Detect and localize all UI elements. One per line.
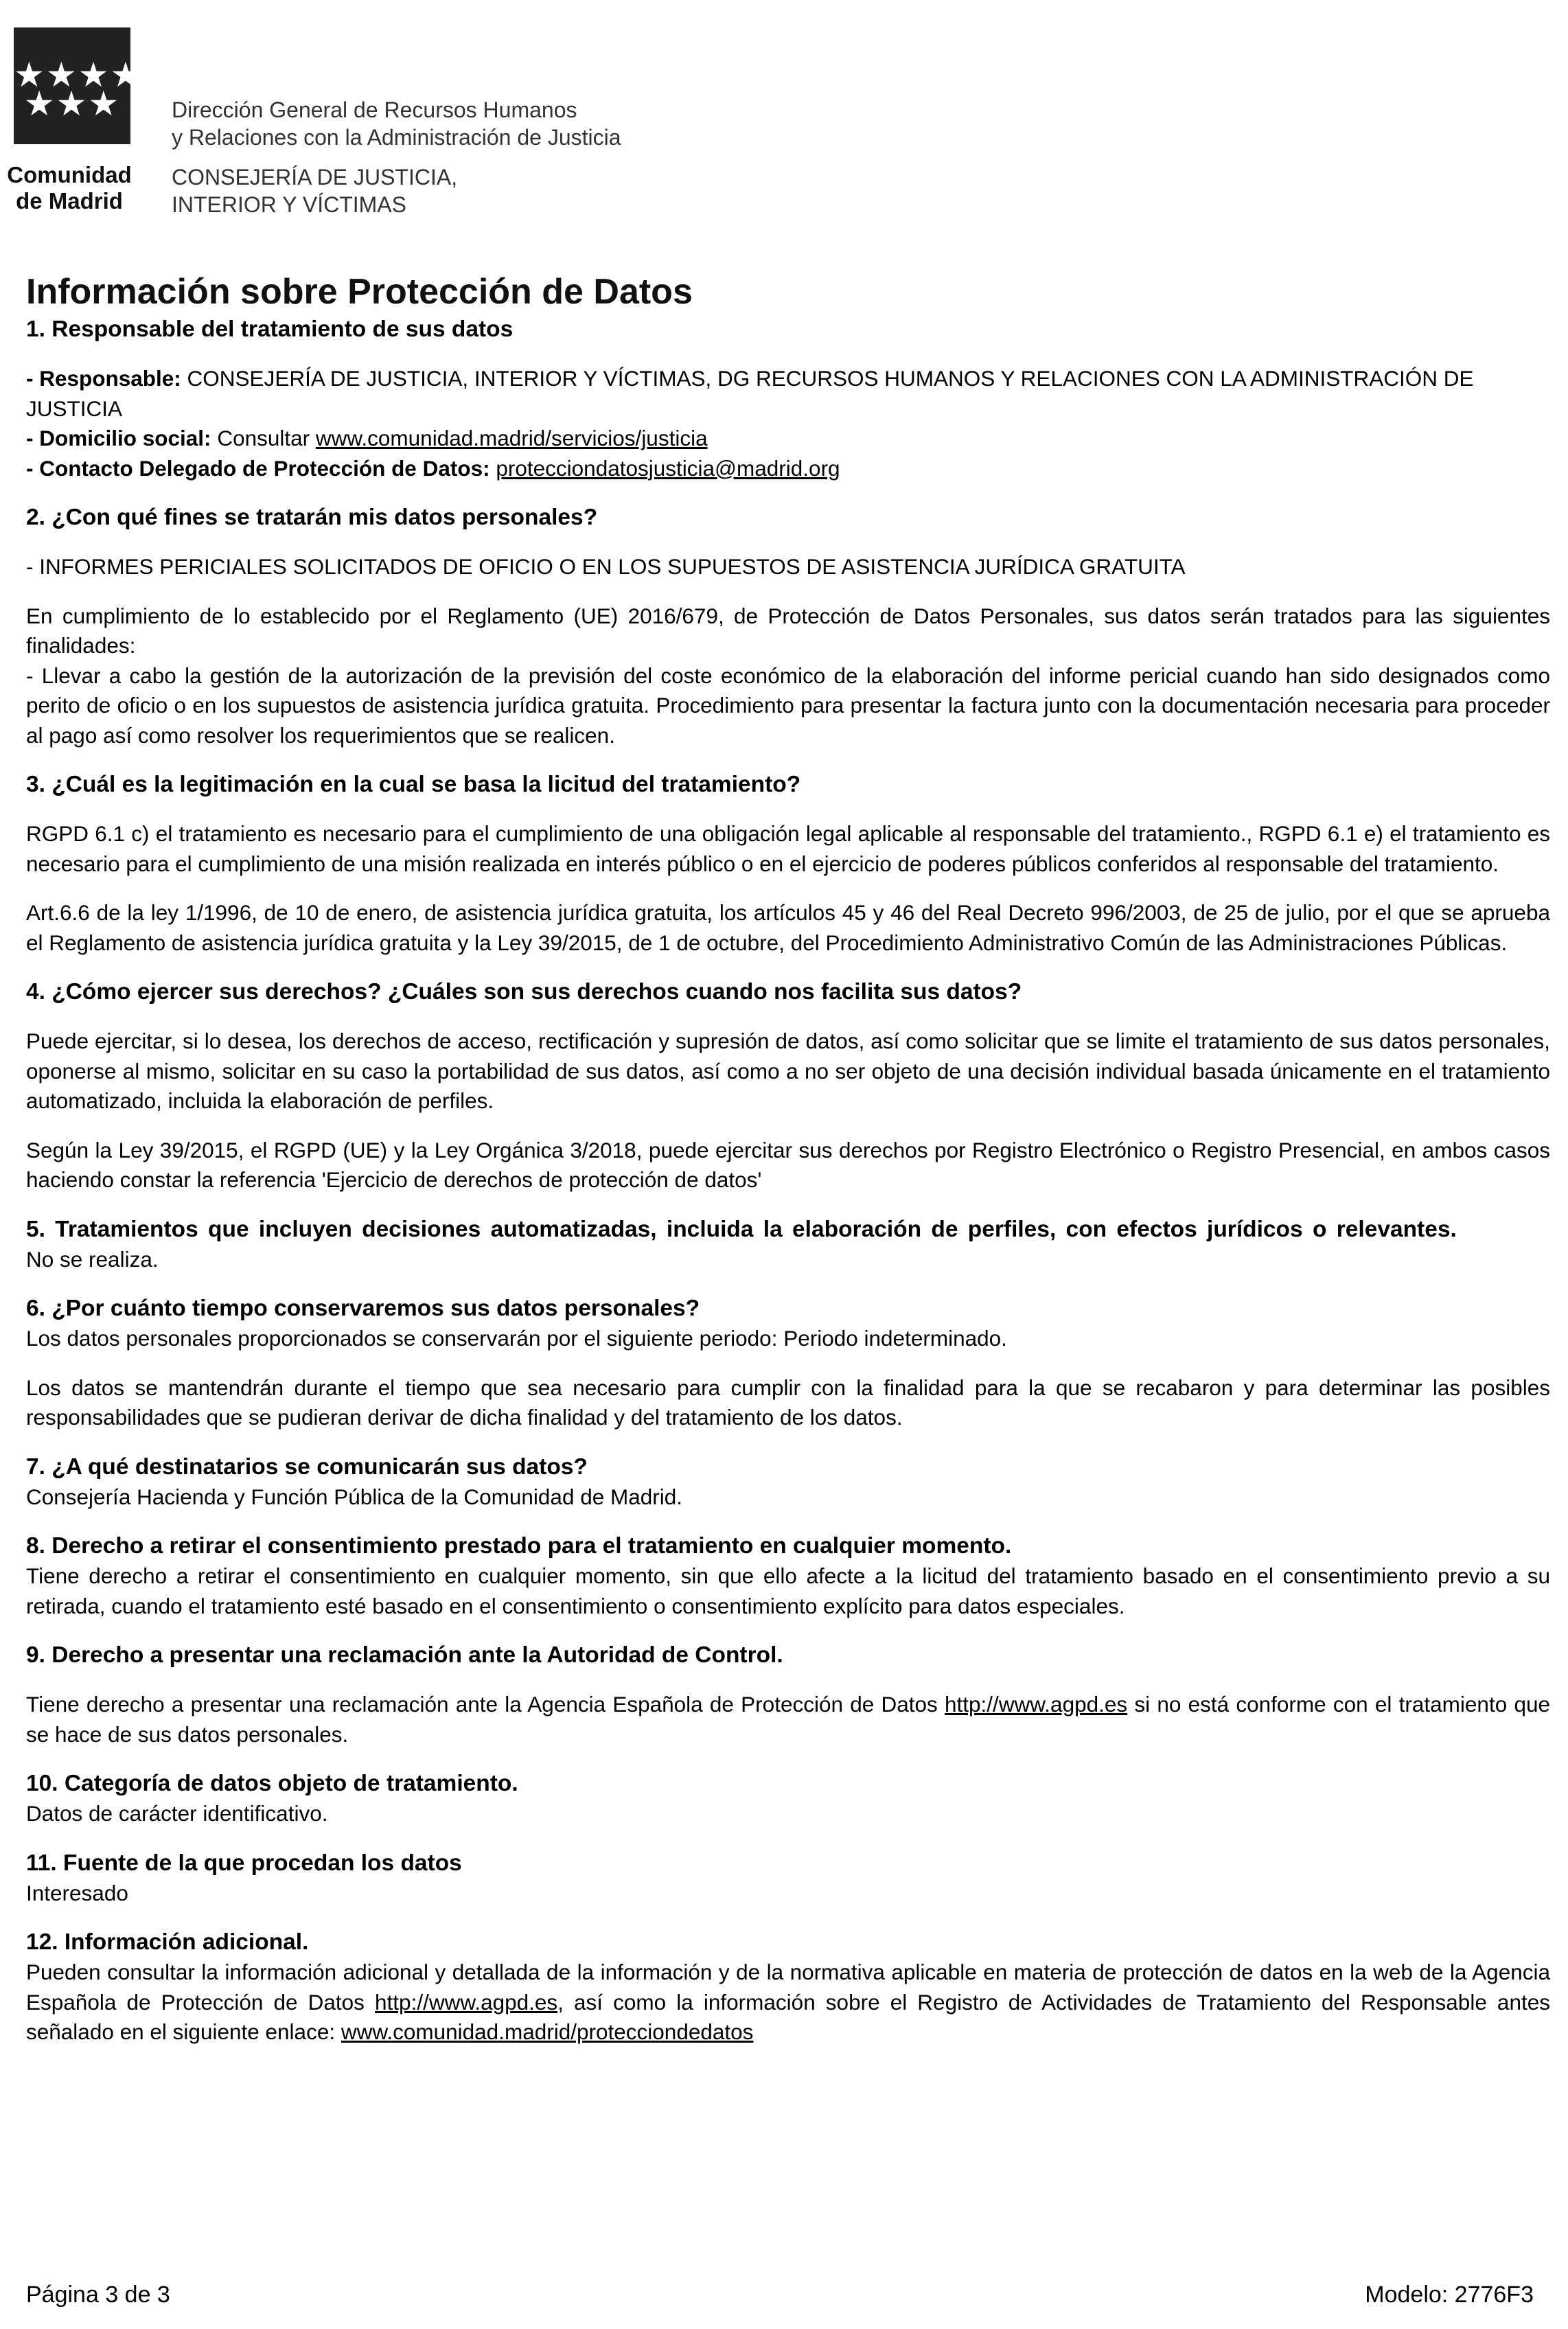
- consejeria: [172, 163, 457, 218]
- section-4-heading: 4. ¿Cómo ejercer sus derechos? ¿Cuáles son sus derechos cuando nos facilita sus datos?: [26, 979, 1022, 1005]
- section-7-text: Consejería Hacienda y Función Pública de la Comunidad de Madrid.: [26, 1484, 683, 1509]
- contacto-label: - Contacto Delegado de Protección de Datos:: [26, 455, 490, 481]
- section-9-text-after: si no está conforme con el tratamiento que se hace de sus datos personales.: [26, 1692, 1550, 1747]
- section-6-p1: Los datos personales proporcionados se conservarán por el siguiente periodo: Periodo indeterminado.: [26, 1326, 1007, 1351]
- section-2-intro: En cumplimiento de lo establecido por el Reglamento (UE) 2016/679, de Protección de Datos Personales, sus datos serán tratados para las siguientes finalidades:: [26, 603, 1550, 658]
- section-6-p2: Los datos se mantendrán durante el tiempo que sea necesario para cumplir con la finalidad para la que se recabaron y para determinar las posibles responsabilidades que se pudieran derivar de dicha finalidad y del tratamiento de los datos.: [26, 1375, 1550, 1430]
- direccion-general: [172, 96, 621, 151]
- page-title: Información sobre Protección de Datos: [26, 272, 693, 312]
- proteccion-datos-link[interactable]: www.comunidad.madrid/protecciondedatos: [341, 2019, 754, 2044]
- section-9-text-before: Tiene derecho a presentar una reclamación ante la Agencia Española de Protección de Datos: [26, 1692, 945, 1717]
- dg-line1: Dirección General de Recursos Humanos: [172, 97, 577, 122]
- section-12-text-before: Pueden consultar la información adicional y detallada de la información y de la normativa aplicable en materia de protección de datos en la web de la Agencia Española de Protección de Datos: [26, 1960, 1550, 2015]
- dg-line2: y Relaciones con la Administración de Justicia: [172, 125, 621, 150]
- contacto-email-link[interactable]: protecciondatosjusticia@madrid.org: [496, 455, 840, 481]
- domicilio-line: [26, 424, 1550, 454]
- section-3-p2: Art.6.6 de la ley 1/1996, de 10 de enero, de asistencia jurídica gratuita, los artículos 45 y 46 del Real Decreto 996/2003, de 25 de julio, por el que se aprueba el Reglamento de asistencia jurídica gratuita y la Ley 39/2015, de 1 de octubre, del Procedimiento Administrativo Común de las Administraciones Públicas.: [26, 900, 1550, 955]
- domicilio-label: - Domicilio social:: [26, 426, 211, 450]
- section-2-finalidad: - Llevar a cabo la gestión de la autorización de la previsión del coste económico de la elaboración del informe pericial cuando han sido designados como perito de oficio o en los supuestos de asistencia jurídica gratuita. Procedimiento para presentar la factura junto con la documentación necesaria para proceder al pago así como resolver los requerimientos que se realicen.: [26, 663, 1550, 748]
- section-10-text: Datos de carácter identificativo.: [26, 1801, 328, 1826]
- section-3-heading: 3. ¿Cuál es la legitimación en la cual se basa la licitud del tratamiento?: [26, 772, 801, 797]
- section-5-heading: 5. Tratamientos que incluyen decisiones automatizadas, incluida la elaboración de perfiles, con efectos jurídicos o relevantes.: [26, 1216, 1457, 1242]
- logo-name: [4, 162, 135, 214]
- page-number: Página 3 de 3: [26, 2282, 170, 2308]
- section-12-text: [26, 1958, 1550, 2047]
- consejeria-line1: CONSEJERÍA DE JUSTICIA,: [172, 165, 458, 190]
- section-1-heading: 1. Responsable del tratamiento de sus datos: [26, 317, 514, 342]
- responsable-value: CONSEJERÍA DE JUSTICIA, INTERIOR Y VÍCTIMAS, DG RECURSOS HUMANOS Y RELACIONES CON LA ADMINISTRACIÓN DE JUSTICIA: [26, 366, 1474, 421]
- section-4-p2: Según la Ley 39/2015, el RGPD (UE) y la Ley Orgánica 3/2018, puede ejercitar sus derechos por Registro Electrónico o Registro Presencial, en ambos casos haciendo constar la referencia 'Ejercicio de derechos de protección de datos': [26, 1137, 1550, 1192]
- section-12-heading: 12. Información adicional.: [26, 1929, 309, 1955]
- section-4-p1: Puede ejercitar, si lo desea, los derechos de acceso, rectificación y supresión de datos, así como solicitar que se limite el tratamiento de sus datos personales, oponerse al mismo, solicitar en su caso la portabilidad de sus datos, así como a no ser objeto de una decisión individual basada únicamente en el tratamiento automatizado, incluida la elaboración de perfiles.: [26, 1029, 1550, 1113]
- agpd-link[interactable]: http://www.agpd.es: [945, 1692, 1128, 1717]
- section-3-p1: RGPD 6.1 c) el tratamiento es necesario para el cumplimiento de una obligación legal aplicable al responsable del tratamiento., RGPD 6.1 e) el tratamiento es necesario para el cumplimiento de una misión realizada en interés público o en el ejercicio de poderes públicos conferidos al responsable del tratamiento.: [26, 821, 1550, 876]
- responsable-line: [26, 364, 1550, 424]
- section-11-heading: 11. Fuente de la que procedan los datos: [26, 1850, 462, 1876]
- section-10-heading: 10. Categoría de datos objeto de tratamiento.: [26, 1771, 518, 1796]
- model-code: Modelo: 2776F3: [1365, 2282, 1534, 2308]
- agpd-link-2[interactable]: http://www.agpd.es: [375, 1989, 558, 2015]
- contacto-line: [26, 454, 1550, 484]
- document-body: [26, 269, 1550, 2047]
- section-8-heading: 8. Derecho a retirar el consentimiento prestado para el tratamiento en cualquier momento.: [26, 1533, 1012, 1559]
- section-7-heading: 7. ¿A qué destinatarios se comunicarán sus datos?: [26, 1454, 588, 1480]
- logo-name-line2: de Madrid: [16, 188, 123, 214]
- section-9-heading: 9. Derecho a presentar una reclamación ante la Autoridad de Control.: [26, 1642, 783, 1668]
- section-6-heading: 6. ¿Por cuánto tiempo conservaremos sus datos personales?: [26, 1296, 700, 1321]
- section-8-text: Tiene derecho a retirar el consentimiento en cualquier momento, sin que ello afecte a la licitud del tratamiento basado en el consentimiento previo a su retirada, cuando el tratamiento esté basado en el consentimiento o consentimiento explícito para datos especiales.: [26, 1563, 1550, 1618]
- section-9-text: [26, 1690, 1550, 1749]
- responsable-label: - Responsable:: [26, 366, 181, 391]
- section-2-item: - INFORMES PERICIALES SOLICITADOS DE OFICIO O EN LOS SUPUESTOS DE ASISTENCIA JURÍDICA GRATUITA: [26, 554, 1186, 579]
- section-12-text-mid: , así como la información sobre el Registro de Actividades de Tratamiento del Responsable antes señalado en el siguiente enlace:: [26, 1989, 1550, 2044]
- stars-icon: ★★★★ ★★★: [14, 55, 143, 124]
- domicilio-text: Consultar: [211, 426, 316, 450]
- logo-name-line1: Comunidad: [7, 162, 132, 187]
- section-2-heading: 2. ¿Con qué fines se tratarán mis datos personales?: [26, 505, 598, 530]
- consejeria-line2: INTERIOR Y VÍCTIMAS: [172, 192, 406, 217]
- section-5-text: No se realiza.: [26, 1246, 159, 1272]
- section-11-text: Interesado: [26, 1880, 128, 1905]
- comunidad-madrid-logo: [14, 27, 143, 144]
- domicilio-link[interactable]: www.comunidad.madrid/servicios/justicia: [315, 426, 708, 450]
